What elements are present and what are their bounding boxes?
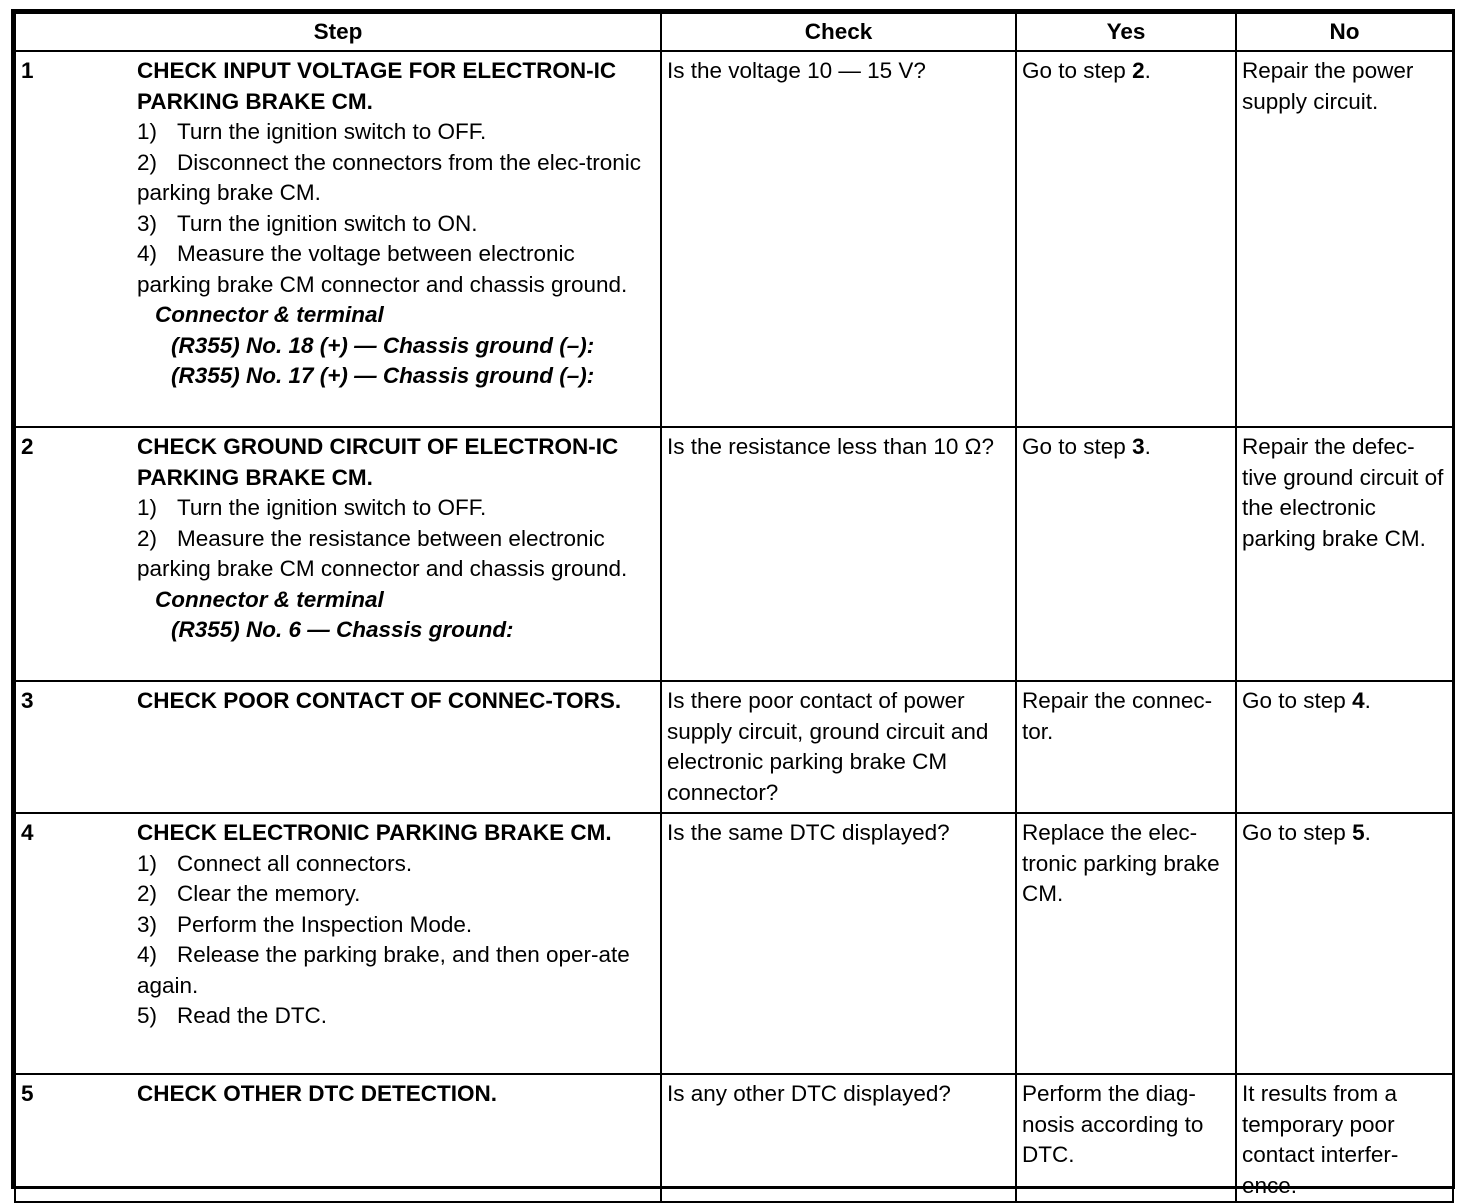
yes-suffix: .: [1144, 434, 1151, 459]
substep: [137, 849, 651, 880]
header-check: Check: [661, 13, 1016, 51]
check-cell: Is the resistance less than 10 Ω?: [661, 427, 1016, 681]
step-body: [137, 818, 655, 1032]
yes-suffix: .: [1144, 58, 1151, 83]
no-text: Go to step: [1242, 820, 1353, 845]
yes-cell: [1016, 427, 1236, 681]
substep: [137, 1001, 651, 1032]
no-text: Repair the power supply circuit.: [1242, 58, 1414, 114]
step-number: 5: [21, 1081, 34, 1106]
step-title: CHECK ELECTRONIC PARKING BRAKE CM.: [137, 820, 612, 845]
table-row: [15, 51, 1453, 427]
step-cell: [15, 51, 661, 427]
no-cell: [1236, 51, 1453, 427]
check-cell: Is there poor contact of power supply circuit, ground circuit and electronic parking brake CM connector?: [661, 681, 1016, 813]
step-number: 2: [21, 434, 34, 459]
table-header-row: [15, 13, 1453, 51]
no-cell: [1236, 1074, 1453, 1202]
substep-number: 1): [137, 119, 158, 144]
substep: [137, 910, 651, 941]
header-no: No: [1236, 13, 1453, 51]
substep-number: 2): [137, 881, 158, 906]
substep-number: 4): [137, 942, 158, 967]
no-cell: [1236, 681, 1453, 813]
no-step-ref: 5: [1352, 820, 1365, 845]
no-cell: [1236, 427, 1453, 681]
step-cell: [15, 813, 661, 1074]
table-row: [15, 681, 1453, 813]
no-step-ref: 4: [1352, 688, 1365, 713]
connector-heading: Connector & terminal: [155, 586, 384, 612]
header-step: Step: [15, 13, 661, 51]
diagnostic-table: [14, 12, 1454, 1203]
step-title: CHECK OTHER DTC DETECTION.: [137, 1081, 497, 1106]
yes-text: Perform the diag-nosis according to DTC.: [1022, 1081, 1204, 1167]
substep-number: 3): [137, 911, 158, 937]
substep-text: Measure the resistance between electronic parking brake CM connector and chassis ground.: [137, 525, 628, 581]
substep-text: Turn the ignition switch to ON.: [177, 210, 478, 236]
substep-number: 2): [137, 149, 158, 175]
step-body: [137, 1079, 655, 1110]
yes-text: Go to step: [1022, 58, 1133, 83]
step-cell: [15, 681, 661, 813]
yes-cell: [1016, 1074, 1236, 1202]
table-row: [15, 1074, 1453, 1202]
header-yes: Yes: [1016, 13, 1236, 51]
substep-number: 4): [137, 241, 158, 266]
substep-text: Turn the ignition switch to OFF.: [177, 495, 487, 520]
no-suffix: .: [1364, 688, 1371, 713]
no-cell: [1236, 813, 1453, 1074]
step-body: [137, 432, 655, 646]
yes-cell: [1016, 51, 1236, 427]
diagnostic-table-wrapper: [11, 9, 1455, 1198]
substep-number: 1): [137, 850, 158, 876]
yes-cell: [1016, 681, 1236, 813]
substep: [137, 493, 651, 524]
yes-text: Go to step: [1022, 434, 1133, 459]
table-row: [15, 427, 1453, 681]
substep-text: Connect all connectors.: [177, 850, 413, 876]
yes-text: Repair the connec-tor.: [1022, 688, 1213, 744]
no-text: Repair the defec-tive ground circuit of the electronic parking brake CM.: [1242, 434, 1444, 551]
substep-number: 1): [137, 495, 158, 520]
substep: [137, 879, 651, 910]
no-text: Go to step: [1242, 688, 1353, 713]
connector-terminal-line: (R355) No. 18 (+) — Chassis ground (–):: [171, 332, 595, 358]
table-row: [15, 813, 1453, 1074]
step-title: CHECK INPUT VOLTAGE FOR ELECTRON-IC PARKING BRAKE CM.: [137, 58, 617, 114]
step-number: 4: [21, 820, 34, 845]
substep-text: Turn the ignition switch to OFF.: [177, 119, 487, 144]
step-body: [137, 686, 655, 717]
substep-text: Read the DTC.: [177, 1003, 328, 1028]
check-cell: Is any other DTC displayed?: [661, 1074, 1016, 1202]
check-cell: Is the same DTC displayed?: [661, 813, 1016, 1074]
yes-text: Replace the elec-tronic parking brake CM.: [1022, 820, 1220, 906]
step-cell: [15, 1074, 661, 1202]
substep-text: Measure the voltage between electronic parking brake CM connector and chassis ground.: [137, 241, 628, 297]
substep-text: Perform the Inspection Mode.: [177, 911, 473, 937]
step-body: [137, 56, 655, 392]
substep: [137, 117, 651, 148]
substep-number: 5): [137, 1003, 158, 1028]
yes-step-ref: 3: [1132, 434, 1145, 459]
substep: [137, 148, 651, 209]
substep: [137, 239, 651, 300]
substep-text: Release the parking brake, and then oper-ate again.: [137, 942, 630, 998]
step-number: 1: [21, 58, 34, 83]
substep: [137, 209, 651, 240]
substep-number: 2): [137, 525, 158, 551]
connector-terminal-line: (R355) No. 17 (+) — Chassis ground (–):: [171, 363, 595, 388]
no-suffix: .: [1364, 820, 1371, 845]
substep: [137, 940, 651, 1001]
table-body: [15, 51, 1453, 1202]
step-number: 3: [21, 688, 34, 713]
yes-step-ref: 2: [1132, 58, 1145, 83]
no-text: It results from a temporary poor contact interfer-ence.: [1242, 1081, 1399, 1198]
check-cell: Is the voltage 10 — 15 V?: [661, 51, 1016, 427]
substep-number: 3): [137, 210, 158, 236]
substep-text: Disconnect the connectors from the elec-tronic parking brake CM.: [137, 149, 641, 205]
step-title: CHECK GROUND CIRCUIT OF ELECTRON-IC PARKING BRAKE CM.: [137, 434, 619, 490]
connector-heading: Connector & terminal: [155, 302, 384, 327]
step-cell: [15, 427, 661, 681]
yes-cell: [1016, 813, 1236, 1074]
step-title: CHECK POOR CONTACT OF CONNEC-TORS.: [137, 688, 622, 713]
connector-terminal-line: (R355) No. 6 — Chassis ground:: [171, 617, 514, 642]
substep-text: Clear the memory.: [177, 881, 361, 906]
substep: [137, 524, 651, 585]
